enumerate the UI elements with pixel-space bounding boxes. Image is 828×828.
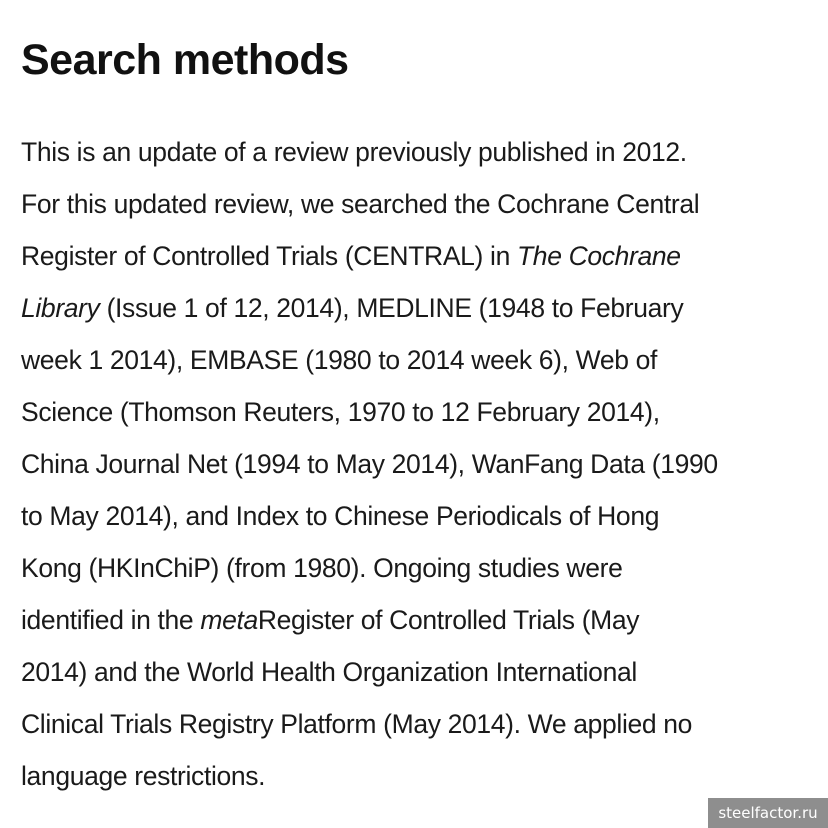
paragraph-line — [21, 230, 816, 282]
paragraph-line: 2014) and the World Health Organization International — [21, 657, 637, 687]
paragraph-line: For this updated review, we searched the Cochrane Central — [21, 189, 700, 219]
paragraph-line: Science (Thomson Reuters, 1970 to 12 February 2014), — [21, 397, 660, 427]
paragraph-line: week 1 2014), EMBASE (1980 to 2014 week 6), Web of — [21, 345, 658, 375]
section-heading: Search methods — [21, 36, 349, 84]
paragraph-text: identified in the — [21, 605, 201, 635]
paragraph-line: Clinical Trials Registry Platform (May 2014). We applied no — [21, 709, 693, 739]
paragraph-line: This is an update of a review previously published in 2012. — [21, 137, 687, 167]
site-watermark: steelfactor.ru — [708, 798, 828, 828]
meta-italic: meta — [200, 605, 258, 635]
paragraph-line: language restrictions. — [21, 761, 266, 791]
journal-title-italic: Library — [21, 293, 100, 323]
search-methods-paragraph — [21, 126, 816, 802]
paragraph-text: Register of Controlled Trials (CENTRAL) in — [21, 241, 517, 271]
paragraph-line: China Journal Net (1994 to May 2014), WanFang Data (1990 — [21, 449, 718, 479]
paragraph-line — [21, 282, 816, 334]
paragraph-line: Kong (HKInChiP) (from 1980). Ongoing studies were — [21, 553, 623, 583]
paragraph-line — [21, 594, 816, 646]
paragraph-line: to May 2014), and Index to Chinese Periodicals of Hong — [21, 501, 660, 531]
paragraph-text: Register of Controlled Trials (May — [257, 605, 640, 635]
journal-title-italic: The Cochrane — [516, 241, 681, 271]
paragraph-text: (Issue 1 of 12, 2014), MEDLINE (1948 to February — [99, 293, 684, 323]
